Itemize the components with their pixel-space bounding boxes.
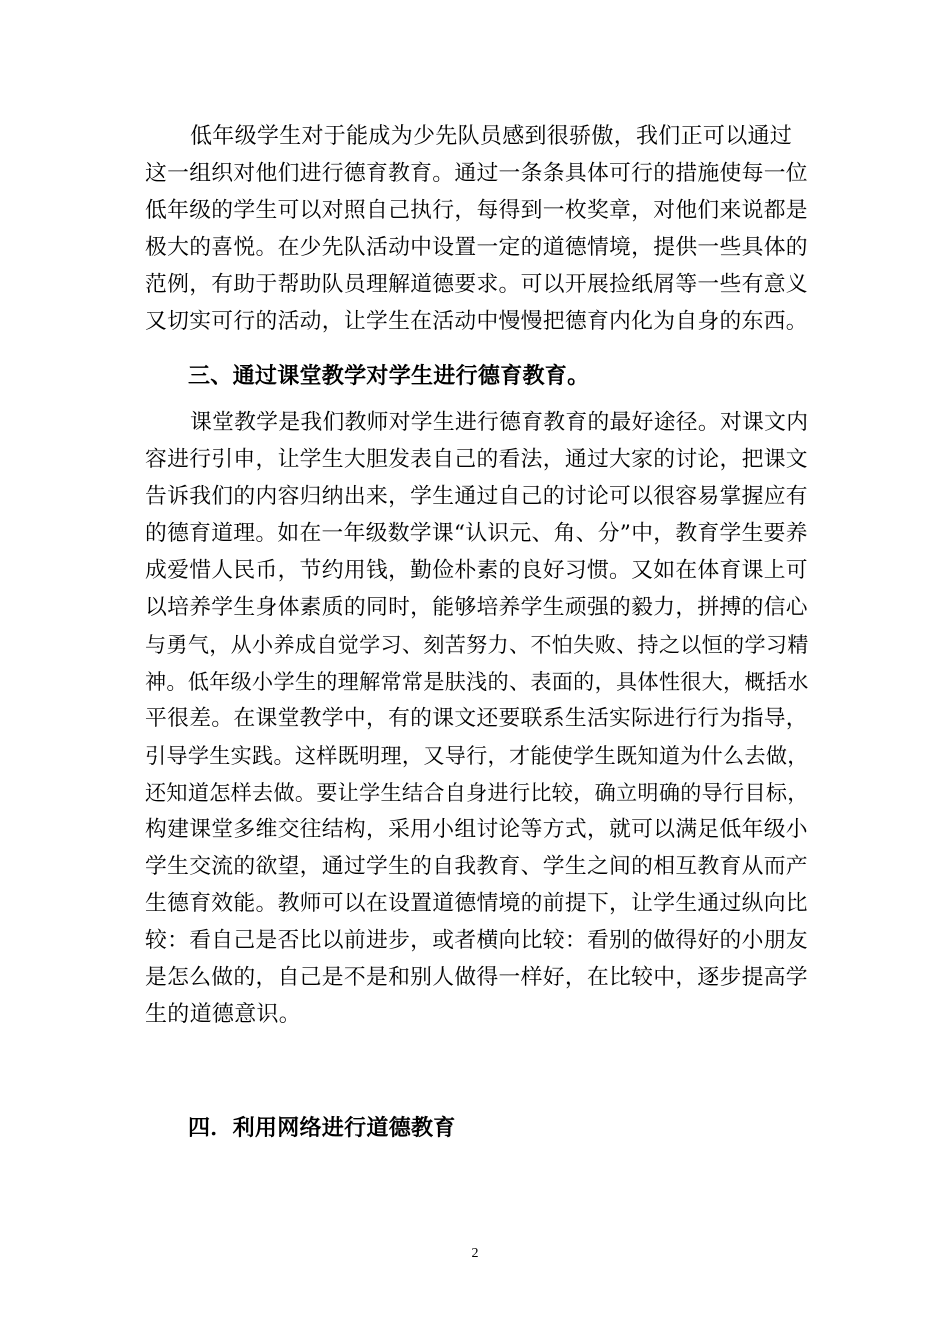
paragraph-line: 学生交流的欲望，通过学生的自我教育、学生之间的相互教育从而产: [145, 854, 808, 879]
paragraph-line: 告诉我们的内容归纳出来，学生通过自己的讨论可以很容易掌握应有: [145, 484, 808, 509]
paragraph-line: 又切实可行的活动，让学生在活动中慢慢把德育内化为自身的东西。: [145, 309, 808, 334]
paragraph-line: 与勇气，从小养成自觉学习、刻苦努力、不怕失败、持之以恒的学习精: [145, 632, 809, 657]
paragraph-line: 低年级学生对于能成为少先队员感到很骄傲，我们正可以通过: [190, 124, 793, 149]
paragraph-line: 生的道德意识。: [145, 1002, 302, 1027]
paragraph-line: 极大的喜悦。在少先队活动中设置一定的道德情境，提供一些具体的: [145, 235, 808, 260]
paragraph-line: 神。低年级小学生的理解常常是肤浅的、表面的，具体性很大，概括水: [145, 669, 809, 694]
paragraph-line: 以培养学生身体素质的同时，能够培养学生顽强的毅力，拼搏的信心: [145, 595, 808, 620]
paragraph-line: 生德育效能。教师可以在设置道德情境的前提下，让学生通过纵向比: [145, 891, 808, 916]
paragraph-line: 的德育道理。如在一年级数学课“认识元、角、分”中，教育学生要养: [145, 521, 808, 546]
paragraph-line: 还知道怎样去做。要让学生结合自身进行比较，确立明确的导行目标，: [145, 780, 809, 805]
section-heading: 四．利用网络进行道德教育: [188, 1115, 456, 1141]
paragraph-line: 平很差。在课堂教学中，有的课文还要联系生活实际进行行为指导，: [145, 706, 808, 731]
paragraph-line: 低年级的学生可以对照自己执行，每得到一枚奖章，对他们来说都是: [145, 198, 808, 223]
paragraph-line: 课堂教学是我们教师对学生进行德育教育的最好途径。对课文内: [190, 410, 809, 435]
paragraph-line: 引导学生实践。这样既明理，又导行，才能使学生既知道为什么去做，: [145, 743, 809, 768]
page-number: 2: [471, 1246, 479, 1261]
paragraph-line: 构建课堂多维交往结构，采用小组讨论等方式，就可以满足低年级小: [145, 817, 808, 842]
paragraph-line: 容进行引申，让学生大胆发表自己的看法，通过大家的讨论，把课文: [145, 447, 808, 472]
paragraph-line: 较：看自己是否比以前进步，或者横向比较：看别的做得好的小朋友: [145, 928, 808, 953]
paragraph-line: 成爱惜人民币，节约用钱，勤俭朴素的良好习惯。又如在体育课上可: [145, 558, 808, 583]
section-heading: 三、通过课堂教学对学生进行德育教育。: [188, 363, 590, 389]
paragraph-line: 这一组织对他们进行德育教育。通过一条条具体可行的措施使每一位: [145, 161, 808, 186]
paragraph-line: 范例，有助于帮助队员理解道德要求。可以开展捡纸屑等一些有意义: [145, 272, 808, 297]
paragraph-line: 是怎么做的，自己是不是和别人做得一样好，在比较中，逐步提高学: [145, 965, 808, 990]
